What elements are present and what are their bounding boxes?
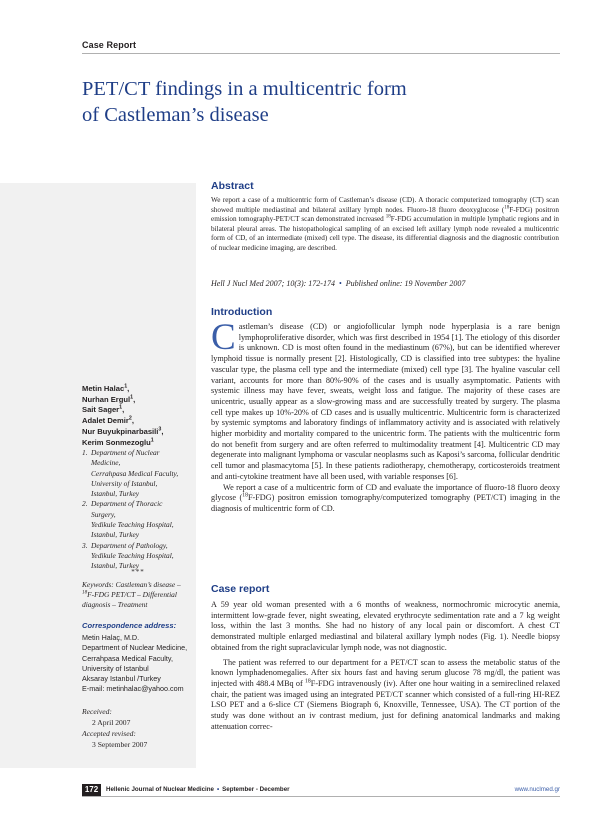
case-paragraph-1: A 59 year old woman presented with a 6 months of weakness, normochromic microcytic anemia, intermittent low-grade fever, night sweating, elevated erythrocyte sedimentation rate and a 7 kg weight loss, within the last 3 months. She had no history of any local pain or discomfort. A chest CT demonstrated multiple enlarged mediastinal and bilateral axillary lymph nodes (Fig. 1). Needle biopsy obtained from the right supraclavicular lymph node, was not diagnostic. <box>211 600 560 652</box>
affiliation: 2. Department of Thoracic Surgery, Yedikule Teaching Hospital, Istanbul, Turkey <box>82 499 174 540</box>
affiliation-list <box>82 448 194 572</box>
introduction-paragraph-1: Castleman’s disease (CD) or angiofollicular lymph node hyperplasia is a rare benign lymphoproliferative disorder, which was first described in 1954 [1]. The etiology of this disorder is unknown. CD is most often found in the mediastinum (67%), but can be identified wherever lymphoid tissue is normally present [2]. Histologically, CD is classified into tree subtypes: the hyaline vascular type, the plasma cell type and the intermediate (mixed) cell type [3]. The hyaline vascular cell variant, accounts for more than 80%-90% of the cases and is usually asymptomatic. Patients with systemic illness may have fever, sweats, weight loss and fatigue. The majority of these cases are unicentric, usually appear as a slow-growing mass and are successfully treated by surgery. The plasma cell type makes up 10%-20% of CD cases and is usually multicentric. Multicentric form is characterized by systemic symptoms and laboratory findings of inflammatory activity and is associated with relatively higher morbidity and mortality compared to the unicentric form. The patients with the multicentric form do not benefit from surgery and are often referred to multimodality treatment [4]. Multicentric CD may degenerate into malignant lymphoma or vascular neoplasms such as Kaposi’s sarcoma, follicular dendritic cell tumor and plasmacytoma [5]. In these patients radiotherapy, chemotherapy, corticosteroids treatment and anti-cytokine treatment have all been used, with variable responses [6]. <box>211 317 560 481</box>
introduction-body <box>211 317 560 515</box>
email-link[interactable]: E-mail: metinhalac@yahoo.com <box>82 684 184 694</box>
header-divider <box>82 53 560 54</box>
section-label: Case Report <box>82 40 137 50</box>
article-title <box>82 76 552 128</box>
introduction-heading: Introduction <box>211 306 273 318</box>
drop-cap: C <box>211 317 236 358</box>
author: Nur Buyukpinarbasili$^3$, <box>82 426 164 436</box>
citation-line <box>211 279 559 288</box>
introduction-paragraph-2: We report a case of a multicentric form of CD and evaluate the importance of fluoro-18 fluoro deoxy glycose ($^{18}$F-FDG) positron emission tomography/computerized tomography (PET/CT) imaging in the diagnosis of multicentric form of CD. <box>211 482 560 513</box>
accepted-date: 3 September 2007 <box>92 740 148 749</box>
separator-stars: *** <box>131 568 145 576</box>
case-report-body <box>211 600 560 732</box>
article-dates <box>82 706 194 750</box>
correspondence-address: Metin Halaç, M.D. Department of Nuclear Medicine, Cerrahpasa Medical Faculty, University of Istanbul Aksaray Istanbul /Turkey E-mail: metinhalac@yahoo.com <box>82 633 194 695</box>
citation-bullet: • <box>338 279 342 288</box>
journal-footer: Hellenic Journal of Nuclear Medicine • September - December <box>106 786 290 793</box>
keywords: Keywords: Castleman’s disease – $^{18}$F-FDG PET/CT – Differential diagnosis – Treatment <box>82 580 181 610</box>
author: Sait Sager$^1$, <box>82 404 125 415</box>
website-link[interactable]: www.nuclmed.gr <box>514 786 560 793</box>
accepted-label: Accepted revised: <box>82 729 136 738</box>
received-label: Received: <box>82 707 112 716</box>
correspondence-heading: Correspondence address: <box>82 621 177 630</box>
case-paragraph-2: The patient was referred to our department for a PET/CT scan to assess the metabolic status of the known lymphadenomegalies. After six hours fast and having serum glucose 78 mg/dl, the patient was injected with 488.4 MBq of $^{18}$F-FDG intravenously (iv). After one hour waiting in a semireclined relaxed chair, the patient was imaged using an integrated PET/CT scanner which consisted of a full-ring HI-REZ LSO PET and a 6-slice CT (Siemens Biograph 6, Knoxville, Tennessee, USA). The CT portion of the study was done without an iv contrast medium, just for defining anatomical landmarks and making attenuation correc- <box>211 657 560 731</box>
affiliation: 1. Department of Nuclear Medicine, Cerrahpasa Medical Faculty, University of Istanbul, Istanbul, Turkey <box>82 448 179 499</box>
published-online: Published online: 19 November 2007 <box>345 279 466 288</box>
citation: Hell J Nucl Med 2007; 10(3): 172-174 <box>211 279 335 288</box>
title-line-2: of Castleman’s disease <box>82 104 269 126</box>
abstract-text: We report a case of a multicentric form of Castleman’s disease (CD). A thoracic computerized tomography (CT) scan showed multiple mediastinal and bilateral axillary lymph nodes. Fluoro-18 fluoro deoxyglucose ($^{18}$F-FDG) positron emission tomography-PET/CT scan demonstrated increased $^{18}$F-FDG accumulation in multiple lymphatic regions and in bilateral pleural areas. The histopathological sampling of an excised left axillary lymph node revealed a multicentric form of CD, of an intermediate (mixed) cell type. The disease, its differential diagnosis and the diagnostic contribution of nuclear medicine imaging, are described. <box>211 196 560 252</box>
author: Nurhan Ergul$^1$, <box>82 394 136 404</box>
abstract-heading: Abstract <box>211 180 254 192</box>
author-list <box>82 384 192 448</box>
received-date: 2 April 2007 <box>92 718 131 727</box>
title-line-1: PET/CT findings in a multicentric form <box>82 78 407 100</box>
affiliation: 3. Department of Pathology, Yedikule Teaching Hospital, Istanbul, Turkey <box>82 540 174 571</box>
case-report-heading: Case report <box>211 583 270 595</box>
author: Metin Halac$^1$, <box>82 383 130 393</box>
page-number: 172 <box>82 784 101 796</box>
author: Adalet Demir$^2$, <box>82 415 134 426</box>
footer-divider <box>82 796 560 797</box>
author: Kerim Sonmezoglu$^1$ <box>82 436 154 447</box>
